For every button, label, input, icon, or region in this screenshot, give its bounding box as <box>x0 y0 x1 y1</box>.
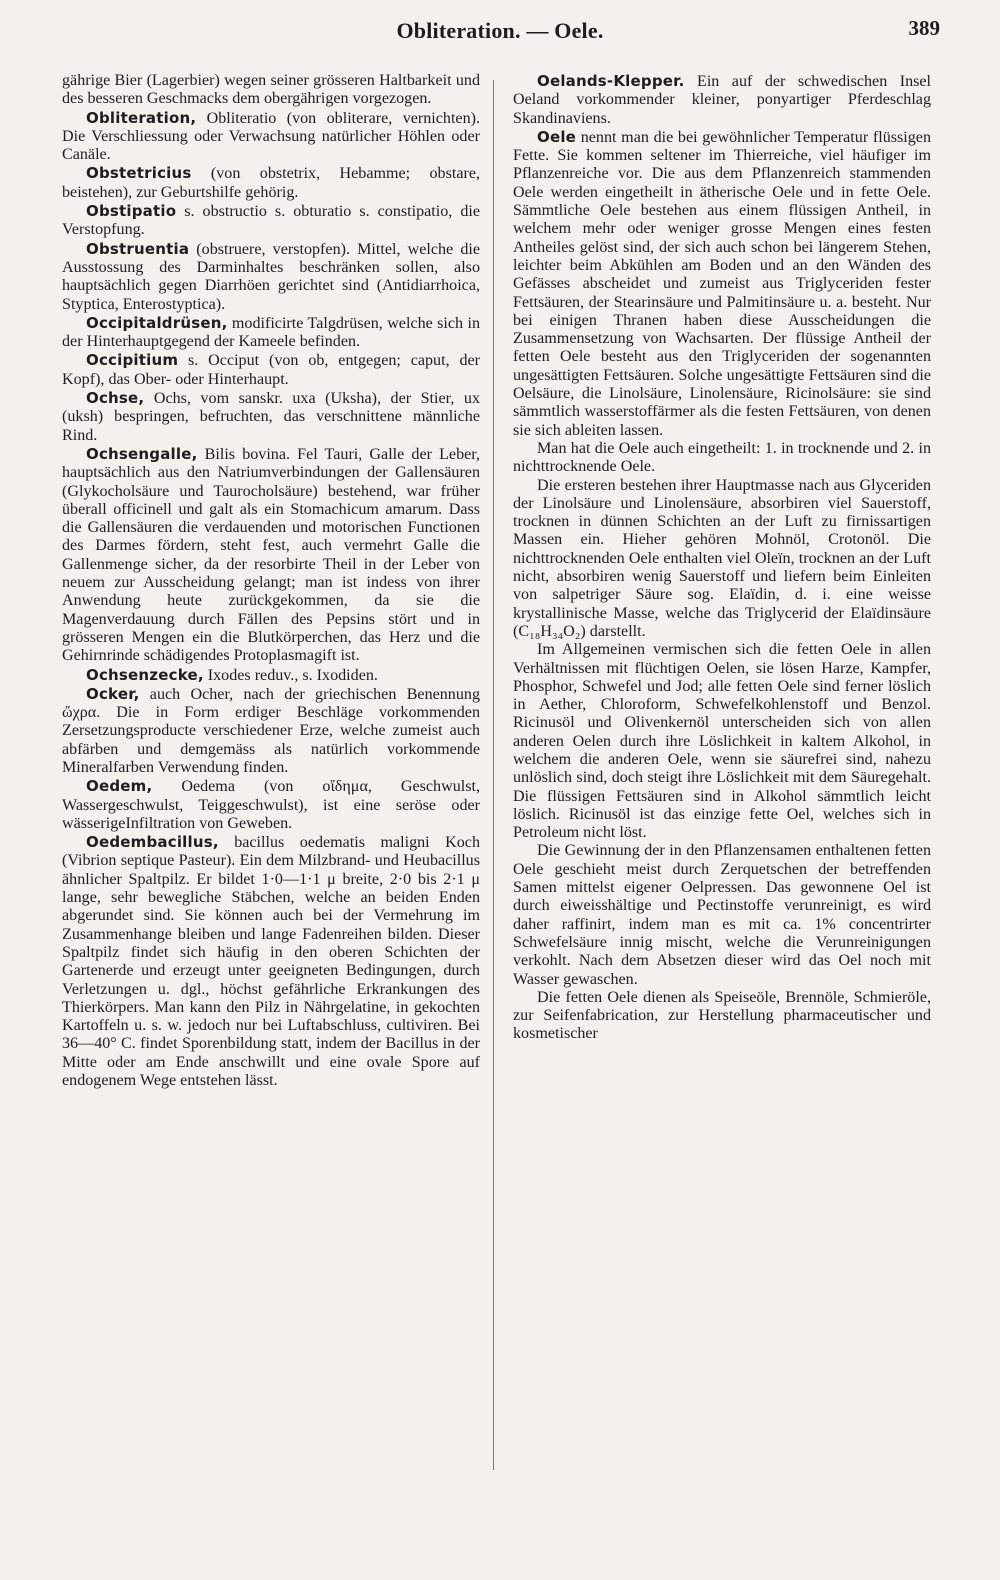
dictionary-entry <box>62 685 480 777</box>
page-number: 389 <box>908 16 940 40</box>
entry-headword: Ochse, <box>86 389 145 408</box>
entry-body: Die fetten Oele dienen als Speiseöle, Brennöle, Schmieröle, zur Seifenfabrication, zur Herstellung pharmaceutischer und kosmetischer <box>513 988 931 1043</box>
entry-body: (obstruere, verstopfen). Mittel, welche die Ausstossung des Darminhaltes beschränken sollen, also hauptsächlich gegen Diarrhöen gerichtet sind (Antidiarrhoica, Styptica, Enterostyptica). <box>62 240 480 313</box>
dictionary-entry <box>62 109 480 165</box>
right-column <box>513 72 931 1044</box>
dictionary-entry <box>62 833 480 1090</box>
entry-body: bacillus oedematis maligni Koch (Vibrion septique Pasteur). Ein dem Milzbrand- und Heubacillus ähnlicher Spaltpilz. Er bildet 1·0—1·1 μ breite, 2·0 bis 2·1 μ lange, sehr bewegliche Stäbchen, welche an beiden Enden abgerundet sind. Sie können auch bei der Vermehrung im Zusammenhange bleiben und lange Fadenreihen bilden. Dieser Spaltpilz findet sich häufig in den oberen Schichten der Gartenerde und erzeugt unter geeigneten Bedingungen, durch Verletzungen u. dgl., höchst gefährliche Erkrankungen des Thierkörpers. Man kann den Pilz in Nährgelatine, in gekochten Kartoffeln u. s. w. jedoch nur bei Luftabschluss, cultiviren. Bei 36—40° C. findet Sporenbildung statt, indem der Bacillus in der Mitte oder am Ende anschwillt und eine ovale Spore auf endogenem Wege entstehen lässt. <box>62 834 480 1090</box>
entry-body: Im Allgemeinen vermischen sich die fetten Oele in allen Verhältnissen mit flüchtigen Oelen, sie lösen Harze, Kampfer, Phosphor, Schwefel und Jod; alle fetten Oele sind ferner löslich in Aether, Chloroform, Schwefelkohlenstoff und Benzol. Ricinusöl und Olivenkernöl unterscheiden sich von allen anderen Oelen durch ihre Löslichkeit in kaltem Alkohol, in welchem die anderen Oele, wenn sie säurefrei sind, nahezu unlöslich sind, doch steigt ihre Löslichkeit mit dem Säuregehalt. Die flüssigen Fettsäuren sind in Alkohol sämmtlich leicht löslich. Ricinusöl ist das einzige fette Oel, welches sich in Petroleum nicht löst. <box>513 641 931 842</box>
paragraph <box>513 641 931 842</box>
entry-headword: Occipitaldrüsen, <box>86 313 228 332</box>
dictionary-entry <box>62 351 480 389</box>
dictionary-entry <box>62 72 480 109</box>
entry-headword: Ocker, <box>86 684 140 703</box>
dictionary-entry <box>62 314 480 352</box>
entry-body: Die ersteren bestehen ihrer Hauptmasse nach aus Glyceriden der Linolsäure und Linolensäure, absorbiren viel Sauerstoff, trocknen in dünnen Schichten an der Luft zu firnissartigen Massen ein. Hieher gehören Mohnöl, Crotonöl. Die nichttrocknenden Oele enthalten viel Oleïn, trocknen an der Luft nicht, absorbiren wenig Sauerstoff und liefern beim Einleiten von salpetriger Säure sog. Elaïdin, d. i. eine weisse krystallinische Masse, welche das Triglycerid der Elaïdinsäure (C₁₈H₃₄O₂) darstellt. <box>513 476 931 640</box>
column-divider <box>493 80 494 1470</box>
dictionary-entry <box>62 389 480 445</box>
entry-body: modificirte Talgdrüsen, welche sich in der Hinterhauptgegend der Kameele befinden. <box>62 314 480 351</box>
dictionary-entry <box>62 445 480 666</box>
dictionary-entry <box>513 72 931 128</box>
dictionary-entry <box>62 164 480 202</box>
entry-headword: Oedembacillus, <box>86 833 219 852</box>
entry-headword: Obstipatio <box>86 202 177 221</box>
paragraph <box>513 842 931 988</box>
left-column <box>62 72 480 1090</box>
running-title: Obliteration. — Oele. <box>396 18 604 43</box>
page-header <box>60 14 940 50</box>
entry-body: Die Gewinnung der in den Pflanzensamen enthaltenen fetten Oele geschieht meist durch Zerquetschen der betreffenden Samen mittelst eigener Oelpressen. Das gewonnene Oel ist durch eiweisshältige und Pectinstoffe verunreinigt, es wird daher raffinirt, indem man es mit ca. 1% concentrirter Schwefelsäure innig mischt, welche die Verunreinigungen verkohlt. Nach dem Absetzen dieser wird das Oel noch mit Wasser gewaschen. <box>513 842 931 988</box>
entry-headword: Oele <box>537 127 577 146</box>
entry-headword: Oedem, <box>86 777 153 796</box>
entry-body: nennt man die bei gewöhnlicher Temperatur flüssigen Fette. Sie kommen seltener im Thierreiche, viel häufiger im Pflanzenreiche vor. Die aus dem Pflanzenreich stammenden Oele werden eingetheilt in ätherische Oele und in fette Oele. Sämmtliche Oele bestehen aus einem flüssigen Antheil, in welchem mehr oder weniger grosse Mengen eines festen Antheiles gelöst sind, der sich auch schon bei längerem Stehen, leichter beim Abkühlen am Boden und an den Wänden des Gefässes abscheidet und zumeist aus Triglyceriden fester Fettsäuren, der Stearinsäure und Palmitinsäure u. a. besteht. Nur bei einigen Thranen haben diese Ausscheidungen die Zusammensetzung von Wachsarten. Der flüssige Antheil der fetten Oele besteht aus den Triglyceriden der sogenannten ungesättigten Fettsäuren. Solche ungesättigte Fettsäuren sind die Oelsäure, die Linolsäure, Linolensäure, Ricinolsäure: sie sind sämmtlich wasserstoffärmer als die festen Fettsäuren, von denen sie sich ableiten lassen. <box>513 128 931 439</box>
entry-body: Bilis bovina. Fel Tauri, Galle der Leber, hauptsächlich aus den Natriumverbindungen der Gallensäuren (Glykocholsäure und Taurocholsäure) bestehend, war früher überall officinell und galt als ein Stomachicum amarum. Dass die Gallensäuren die verdauenden und motorischen Functionen des Darmes fördern, steht fest, auch vermehrt Galle die Gallenmenge sicher, da der resorbirte Theil in der Leber von neuem zur Ausscheidung gelangt; man ist indess von ihrer Anwendung heute zurückgekommen, da sie die Magenverdauung durch Fällen des Pepsins stört und in grösseren Mengen ein die Blutkörperchen, das Herz und die Gehirnrinde schädigendes Protoplasmagift ist. <box>62 445 480 665</box>
entry-headword: Oelands-Klepper. <box>537 72 685 90</box>
entry-headword: Ochsenzecke, <box>86 665 204 684</box>
entry-headword: Obstetricius <box>86 164 192 183</box>
entry-headword: Obstruentia <box>86 239 190 258</box>
entry-body: Ein auf der schwedischen Insel Oeland vorkommender kleiner, ponyartiger Pferdeschlag Skandinaviens. <box>513 73 931 127</box>
entry-body: s. obstructio s. obturatio s. constipatio, die Verstopfung. <box>62 203 480 239</box>
entry-body: Obliteratio (von obliterare, vernichten). Die Verschliessung oder Verwachsung natürlicher Höhlen oder Canäle. <box>62 109 480 164</box>
entry-body: (von obstetrix, Hebamme; obstare, beistehen), zur Geburtshilfe gehörig. <box>62 165 480 201</box>
entry-body: gährige Bier (Lagerbier) wegen seiner grösseren Haltbarkeit und des besseren Geschmacks dem obergährigen vorgezogen. <box>62 72 480 108</box>
entry-body: auch Ocher, nach der griechischen Benennung ὤχρα. Die in Form erdiger Beschläge vorkommenden Zersetzungsproducte verschiedener Erze, welche zumeist auch abfärben und demgemäss als natürlich vorkommende Mineralfarben Verwendung finden. <box>62 685 480 776</box>
dictionary-entry <box>62 666 480 685</box>
entry-body: Ixodes reduv., s. Ixodiden. <box>203 666 378 684</box>
dictionary-entry <box>513 128 931 440</box>
paragraph <box>513 440 931 477</box>
entry-headword: Occipitium <box>86 351 179 370</box>
entry-body: s. Occiput (von ob, entgegen; caput, der Kopf), das Ober- oder Hinterhaupt. <box>62 352 480 388</box>
dictionary-entry <box>62 240 480 314</box>
entry-headword: Ochsengalle, <box>86 444 198 463</box>
dictionary-entry <box>62 777 480 833</box>
entry-body: Oedema (von οἴδημα, Geschwulst, Wassergeschwulst, Teiggeschwulst), ist eine seröse oder wässerigeInfiltration von Geweben. <box>62 778 480 832</box>
entry-headword: Obliteration, <box>86 108 197 127</box>
entry-body: Ochs, vom sanskr. uxa (Uksha), der Stier, ux (uksh) bespringen, befruchten, das verschnittene männliche Rind. <box>62 390 480 444</box>
entry-body: Man hat die Oele auch eingetheilt: 1. in trocknende und 2. in nichttrocknende Oele. <box>513 439 931 476</box>
dictionary-entry <box>62 202 480 240</box>
paragraph <box>513 477 931 642</box>
paragraph <box>513 989 931 1044</box>
